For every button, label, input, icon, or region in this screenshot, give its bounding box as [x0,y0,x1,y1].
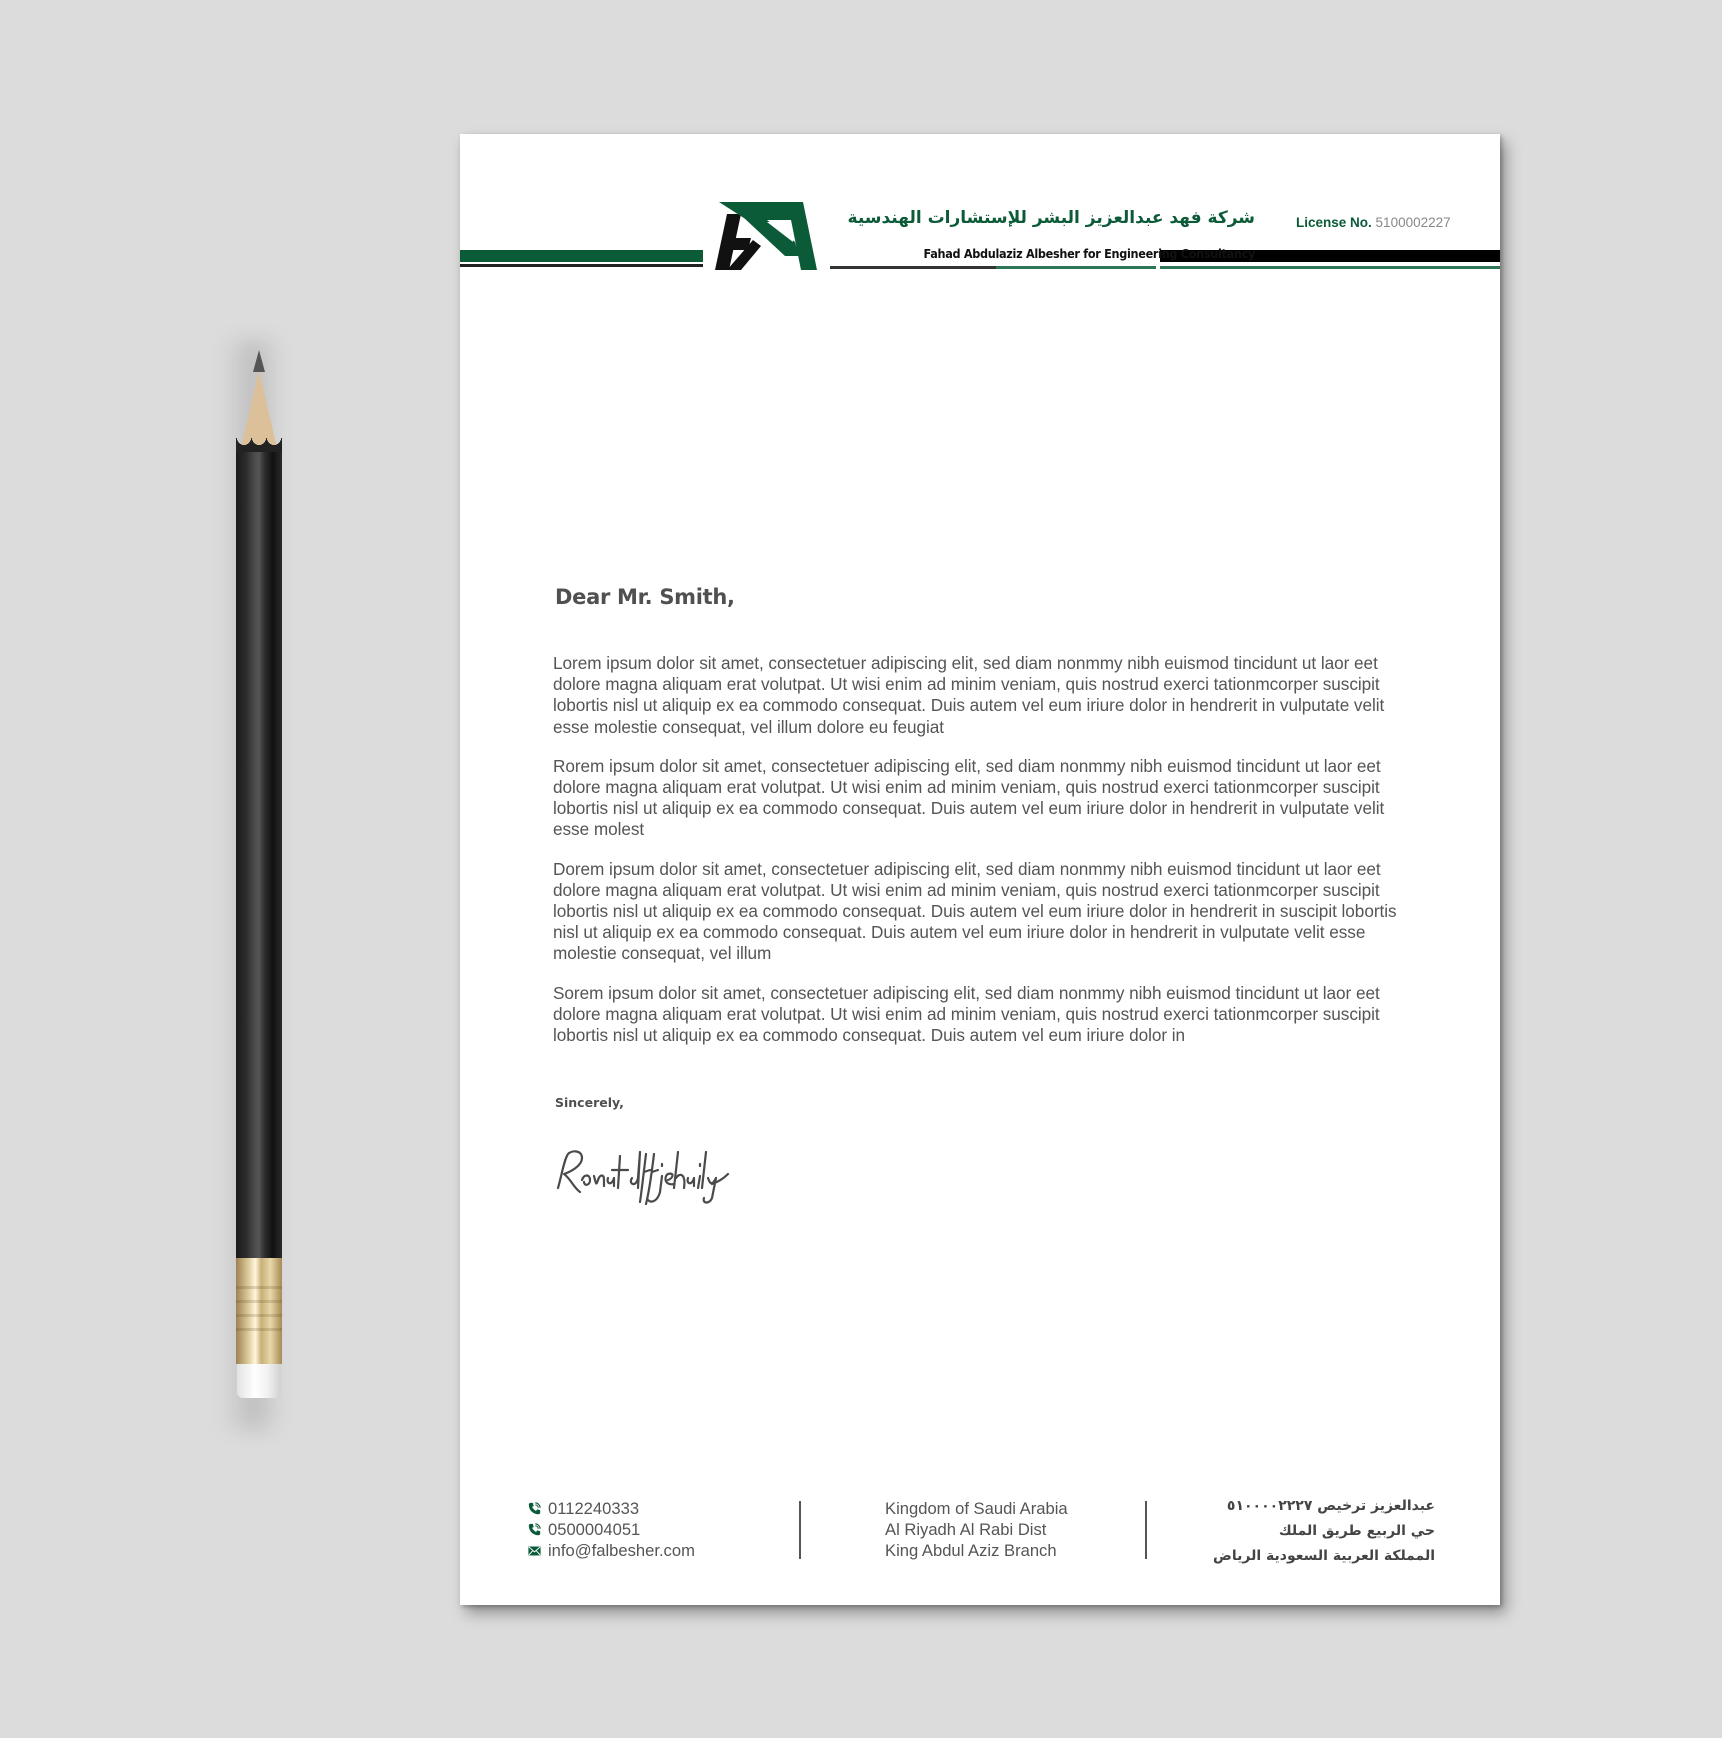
footer-contact [528,1498,695,1561]
email-address: info@falbesher.com [548,1541,695,1560]
footer-divider [1145,1501,1147,1559]
address-line-ar: المملكة العربية السعودية الرياض [1213,1548,1435,1564]
pencil-lead [253,350,265,372]
license-info [1296,215,1451,230]
phone-number: 0112240333 [548,1499,640,1518]
header-thin-line-left [460,264,703,267]
license-number: 5100002227 [1375,215,1451,230]
letter-body [553,653,1413,1064]
body-paragraph: Dorem ipsum dolor sit amet, consectetuer adipiscing elit, sed diam nonmmy nibh euismod tincidunt ut laor eet dolore magna aliquam erat volutpat. Ut wisi enim ad minim veniam, quis nostrud exerci tationmcorper suscipit lobortis nisl ut aliquip ex ea commodo consequat. Duis autem vel eum iriure dolor in hendrerit in suscipit lobortis nisl ut aliquip ex ea commodo consequat. Duis autem vel eum iriure dolor in hendrerit in vulputate velit esse molestie consequat, vel illum [553,858,1397,964]
footer-divider [799,1501,801,1559]
pencil-image [236,350,282,1422]
company-name-english: Fahad Abdulaziz Albesher for Engineering Consultancy [923,246,1255,261]
body-paragraph: Sorem ipsum dolor sit amet, consectetuer adipiscing elit, sed diam nonmmy nibh euismod tincidunt ut laor eet dolore magna aliquam erat volutpat. Ut wisi enim ad minim veniam, quis nostrud exerci tationmcorper suscipit lobortis nisl ut aliquip ex ea commodo consequat. Duis autem vel eum iriure dolor in [553,982,1380,1046]
address-line: Kingdom of Saudi Arabia [885,1499,1068,1518]
envelope-icon [528,1546,541,1556]
pencil-body [236,450,282,1258]
license-label: License No. [1296,215,1372,230]
pencil-ferrule [236,1258,282,1364]
letter-closing: Sincerely, [555,1095,624,1110]
phone-icon [528,1523,541,1536]
phone-number: 0500004051 [548,1520,641,1539]
letterhead-page [460,134,1500,1605]
company-name-arabic: شركة فهد عبدالعزيز البشر للإستشارات الهندسية [847,208,1255,228]
contact-email [528,1540,695,1561]
footer-address-arabic [1150,1494,1435,1569]
contact-phone-1 [528,1498,695,1519]
header-thin-line-right [1160,266,1500,269]
body-paragraph: Rorem ipsum dolor sit amet, consectetuer adipiscing elit, sed diam nonmmy nibh euismod tincidunt ut laor eet dolore magna aliquam erat volutpat. Ut wisi enim ad minim veniam, quis nostrud exerci tationmcorper suscipit lobortis nisl ut aliquip ex ea commodo consequat. Duis autem vel eum iriure dolor in hendrerit in vulputate velit esse molest [553,755,1385,840]
header-thin-line-mid-dark [830,266,996,269]
footer-address-english [885,1498,1068,1561]
header-thin-line-mid-green [996,266,1156,269]
body-paragraph: Lorem ipsum dolor sit amet, consectetuer adipiscing elit, sed diam nonmmy nibh euismod tincidunt ut laor eet dolore magna aliquam erat volutpat. Ut wisi enim ad minim veniam, quis nostrud exerci tationmcorper suscipit lobortis nisl ut aliquip ex ea commodo consequat. Duis autem vel eum iriure dolor in hendrerit in vulputate velit esse molestie consequat, vel illum dolore eu feugiat [553,653,1385,737]
address-line: Al Riyadh Al Rabi Dist [885,1520,1047,1539]
letter-greeting: Dear Mr. Smith, [555,585,735,609]
contact-phone-2 [528,1519,695,1540]
phone-icon [528,1502,541,1515]
address-line-ar: عبدالعزيز ترخيص ٥١٠٠٠٠٢٢٢٧ [1226,1498,1435,1514]
address-line: King Abdul Aziz Branch [885,1541,1057,1560]
signature-image [552,1144,732,1206]
address-line-ar: حي الربيع طريق الملك [1278,1523,1435,1539]
pencil-eraser [237,1364,281,1398]
